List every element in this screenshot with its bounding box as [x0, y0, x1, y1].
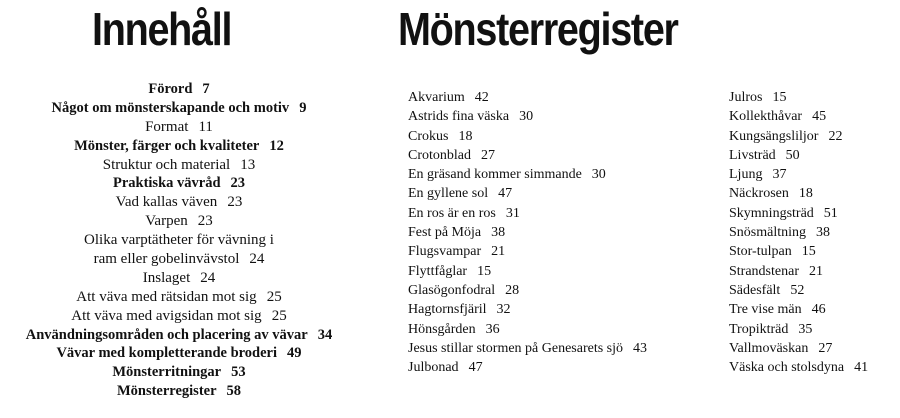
entry-title: Strandstenar — [729, 263, 799, 279]
entry-title: Glasögonfodral — [408, 282, 496, 298]
entry-title: Tre vise män — [729, 302, 802, 318]
entry-title: En ros är en ros — [408, 205, 496, 221]
page-number: 47 — [498, 186, 513, 202]
page-number: 15 — [772, 90, 787, 105]
register-entry — [408, 339, 718, 358]
entry-title: Julros — [729, 90, 763, 105]
register-entry — [408, 184, 718, 203]
page-number: 31 — [505, 205, 520, 221]
entry-title: Kungsängsliljor — [729, 128, 819, 144]
entry-title: ram eller gobelinvävstol — [93, 251, 240, 268]
register-entry — [408, 165, 718, 184]
page-number: 35 — [798, 321, 813, 337]
register-entry — [729, 146, 897, 165]
page-number: 49 — [287, 345, 302, 362]
page-number: 24 — [200, 269, 216, 286]
entry-title: Akvarium — [408, 90, 465, 105]
register-entry — [729, 223, 897, 242]
register-column-1 — [408, 88, 718, 377]
toc-entry — [4, 118, 354, 137]
page-number: 52 — [790, 282, 805, 298]
entry-title: Vad kallas väven — [115, 194, 218, 211]
page-number: 15 — [801, 244, 816, 260]
entry-title: En gräsand kommer simmande — [408, 167, 582, 183]
entry-title: Vallmoväskan — [729, 340, 809, 356]
page-number: 38 — [816, 225, 831, 241]
register-entry — [729, 300, 897, 319]
page-number: 21 — [808, 263, 823, 279]
register-entry — [408, 107, 718, 126]
entry-title: Praktiska vävråd — [112, 175, 221, 192]
page-number: 23 — [227, 194, 243, 211]
toc-entry — [4, 193, 354, 212]
entry-title: Julbonad — [408, 360, 459, 376]
toc-entry — [4, 363, 354, 382]
page-number: 11 — [198, 118, 213, 135]
register-entry — [729, 339, 897, 358]
toc-entry — [4, 80, 354, 99]
page-number: 46 — [811, 302, 826, 318]
entry-title: Förord — [148, 81, 193, 97]
register-entry — [729, 242, 897, 261]
entry-title: Vävar med kompletterande broderi — [56, 345, 278, 362]
entry-title: Kollekthåvar — [729, 109, 803, 125]
entry-title: Jesus stillar stormen på Genesarets sjö — [408, 340, 624, 356]
entry-title: Hagtornsfjäril — [408, 302, 487, 318]
register-entry — [408, 223, 718, 242]
entry-title: Att väva med rätsidan mot sig — [76, 288, 257, 305]
register-entry — [408, 88, 718, 107]
register-entry — [408, 146, 718, 165]
entry-title: Sädesfält — [729, 282, 781, 298]
page-number: 32 — [496, 302, 511, 318]
page-number: 7 — [202, 81, 210, 97]
page-number: 50 — [785, 147, 800, 163]
entry-title: Väska och stolsdyna — [729, 360, 845, 376]
entry-title: Något om mönsterskapande och motiv — [51, 99, 290, 116]
page-number: 13 — [240, 156, 256, 173]
entry-title: Ljung — [729, 167, 763, 183]
register-heading: Mönsterregister — [398, 3, 678, 55]
toc-entry — [4, 344, 354, 363]
toc-heading: Innehåll — [92, 3, 232, 55]
entry-title: Skymningsträd — [729, 205, 814, 221]
toc-entry — [4, 288, 354, 307]
page-number: 18 — [458, 128, 473, 144]
page-number: 37 — [772, 167, 787, 183]
entry-title: Astrids fina väska — [408, 109, 510, 125]
page-number: 23 — [230, 175, 246, 192]
register-entry — [408, 262, 718, 281]
entry-title: Olika varptätheter för vävning i — [84, 232, 274, 249]
toc-entry — [4, 250, 354, 269]
register-entry — [408, 204, 718, 223]
toc-entry — [4, 174, 354, 193]
page-number: 27 — [481, 147, 495, 163]
entry-title: Fest på Möja — [408, 225, 482, 241]
page-number: 51 — [823, 205, 838, 221]
page-number: 27 — [818, 340, 833, 356]
entry-title: Inslaget — [142, 269, 191, 286]
register-entry — [408, 127, 718, 146]
entry-title: Hönsgården — [408, 321, 476, 337]
page-number: 38 — [491, 225, 506, 241]
toc-entry — [4, 382, 354, 401]
register-entry — [408, 300, 718, 319]
page-number: 12 — [269, 137, 284, 154]
page-number: 22 — [828, 128, 843, 144]
page-number: 30 — [519, 109, 534, 125]
entry-title: Struktur och material — [102, 156, 231, 173]
toc-entry — [4, 269, 354, 288]
register-entry — [729, 107, 897, 126]
page-number: 47 — [468, 360, 483, 376]
page-number: 15 — [477, 263, 492, 279]
register-entry — [729, 262, 897, 281]
page-number: 36 — [485, 321, 500, 337]
page-number: 21 — [491, 244, 506, 260]
page-number: 42 — [474, 90, 489, 105]
register-entry — [729, 320, 897, 339]
entry-title: Näckrosen — [729, 186, 789, 202]
page-number: 25 — [266, 288, 282, 305]
entry-title: Flyttfåglar — [408, 263, 468, 279]
entry-title: En gyllene sol — [408, 186, 489, 202]
page-number: 23 — [197, 213, 213, 230]
entry-title: Mönsterritningar — [112, 364, 222, 381]
page-number: 58 — [226, 383, 242, 400]
entry-title: Snösmältning — [729, 225, 807, 241]
register-entry — [729, 358, 897, 377]
register-entry — [729, 127, 897, 146]
entry-title: Mönsterregister — [116, 383, 217, 400]
entry-title: Att väva med avigsidan mot sig — [71, 307, 262, 324]
register-column-2 — [729, 88, 897, 377]
register-entry — [408, 320, 718, 339]
page-number: 41 — [854, 360, 869, 376]
toc-entry — [4, 307, 354, 326]
register-entry — [729, 184, 897, 203]
page-number: 18 — [798, 186, 813, 202]
page-number: 43 — [633, 340, 648, 356]
page-number: 53 — [231, 364, 246, 381]
register-entry — [408, 281, 718, 300]
toc-entry — [4, 137, 354, 156]
entry-title: Format — [145, 118, 189, 135]
page-number: 24 — [249, 251, 265, 268]
entry-title: Flugsvampar — [408, 244, 482, 260]
toc-entry — [4, 326, 354, 345]
register-entry — [729, 204, 897, 223]
page-number: 30 — [591, 167, 606, 183]
entry-title: Stor-tulpan — [729, 244, 792, 260]
entry-title: Mönster, färger och kvaliteter — [74, 137, 260, 154]
entry-title: Crotonblad — [408, 147, 471, 163]
page-number: 9 — [299, 99, 307, 116]
entry-title: Varpen — [145, 213, 188, 230]
toc-entry — [4, 231, 354, 250]
register-entry — [729, 281, 897, 300]
page-number: 28 — [505, 282, 520, 298]
page-number: 25 — [271, 307, 287, 324]
entry-title: Livsträd — [729, 147, 776, 163]
toc-entry — [4, 99, 354, 118]
toc-entry — [4, 156, 354, 175]
register-entry — [729, 165, 897, 184]
entry-title: Användningsområden och placering av vävar — [25, 326, 308, 343]
toc-entry — [4, 212, 354, 231]
register-entry — [408, 358, 718, 377]
page-number: 34 — [317, 326, 333, 343]
entry-title: Tropikträd — [729, 321, 789, 337]
toc-list — [4, 80, 354, 401]
page-number: 45 — [812, 109, 827, 125]
entry-title: Crokus — [408, 128, 449, 144]
register-entry — [729, 88, 897, 107]
register-entry — [408, 242, 718, 261]
